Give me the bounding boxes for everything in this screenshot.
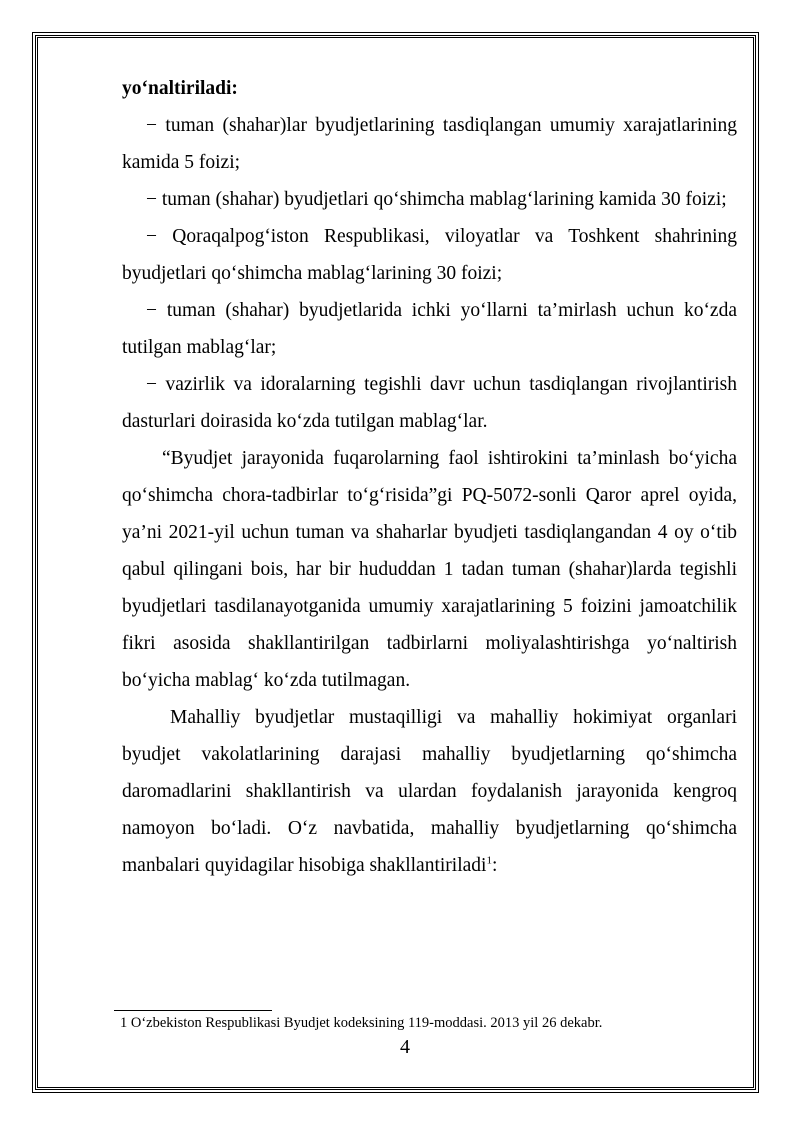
paragraph-local-text: Mahalliy byudjetlar mustaqilligi va mahalliy hokimiyat organlari byudjet vakolatlarining darajasi mahalliy byudjetlarning qo‘shimcha daromadlarini shakllantirish va ulardan foydalanish jarayonida kengroq namoyon bo‘ladi. O‘z navbatida, mahalliy byudjetlarning qo‘shimcha manbalari quyidagilar hisobiga shakllantiriladi bbox=[122, 707, 737, 876]
section-heading: yo‘naltiriladi: bbox=[122, 78, 238, 99]
footnote-reference[interactable]: 1 bbox=[486, 854, 492, 867]
footnote-separator bbox=[114, 1010, 272, 1011]
list-item: − tuman (shahar) byudjetlari qo‘shimcha mablag‘larining kamida 30 foizi; bbox=[146, 189, 727, 210]
paragraph-local-end: : bbox=[491, 855, 498, 876]
list-item: − tuman (shahar) byudjetlarida ichki yo‘llarni ta’mirlash uchun ko‘zda tutilgan mablag‘lar; bbox=[122, 300, 737, 358]
paragraph-local-budgets bbox=[122, 699, 737, 884]
page-number: 4 bbox=[400, 1036, 410, 1058]
list-item: − vazirlik va idoralarning tegishli davr uchun tasdiqlangan rivojlantirish dasturlari doirasida ko‘zda tutilgan mablag‘lar. bbox=[122, 374, 737, 432]
paragraph-decree: “Byudjet jarayonida fuqarolarning faol ishtirokini ta’minlash bo‘yicha qo‘shimcha chora-tadbirlar to‘g‘risida”gi PQ-5072-sonli Qaror aprel oyida, ya’ni 2021-yil uchun tuman va shaharlar byudjeti tasdiqlangandan 4 oy o‘tib qabul qilingani bois, har bir hududdan 1 tadan tuman (shahar)larda tegishli byudjetlari tasdilanayotganida umumiy xarajatlarining 5 foizini jamoatchilik fikri asosida shakllantirilgan tadbirlarni moliyalashtirishga yo‘naltirish bo‘yicha mablag‘ ko‘zda tutilmagan. bbox=[122, 448, 737, 691]
page-body bbox=[122, 70, 737, 884]
footnote: 1 O‘zbekiston Respublikasi Byudjet kodeksining 119-moddasi. 2013 yil 26 dekabr. bbox=[120, 1015, 603, 1031]
list-item: − Qoraqalpog‘iston Respublikasi, viloyatlar va Toshkent shahrining byudjetlari qo‘shimcha mablag‘larining 30 foizi; bbox=[122, 226, 737, 284]
list-item: − tuman (shahar)lar byudjetlarining tasdiqlangan umumiy xarajatlarining kamida 5 foizi; bbox=[122, 115, 737, 173]
